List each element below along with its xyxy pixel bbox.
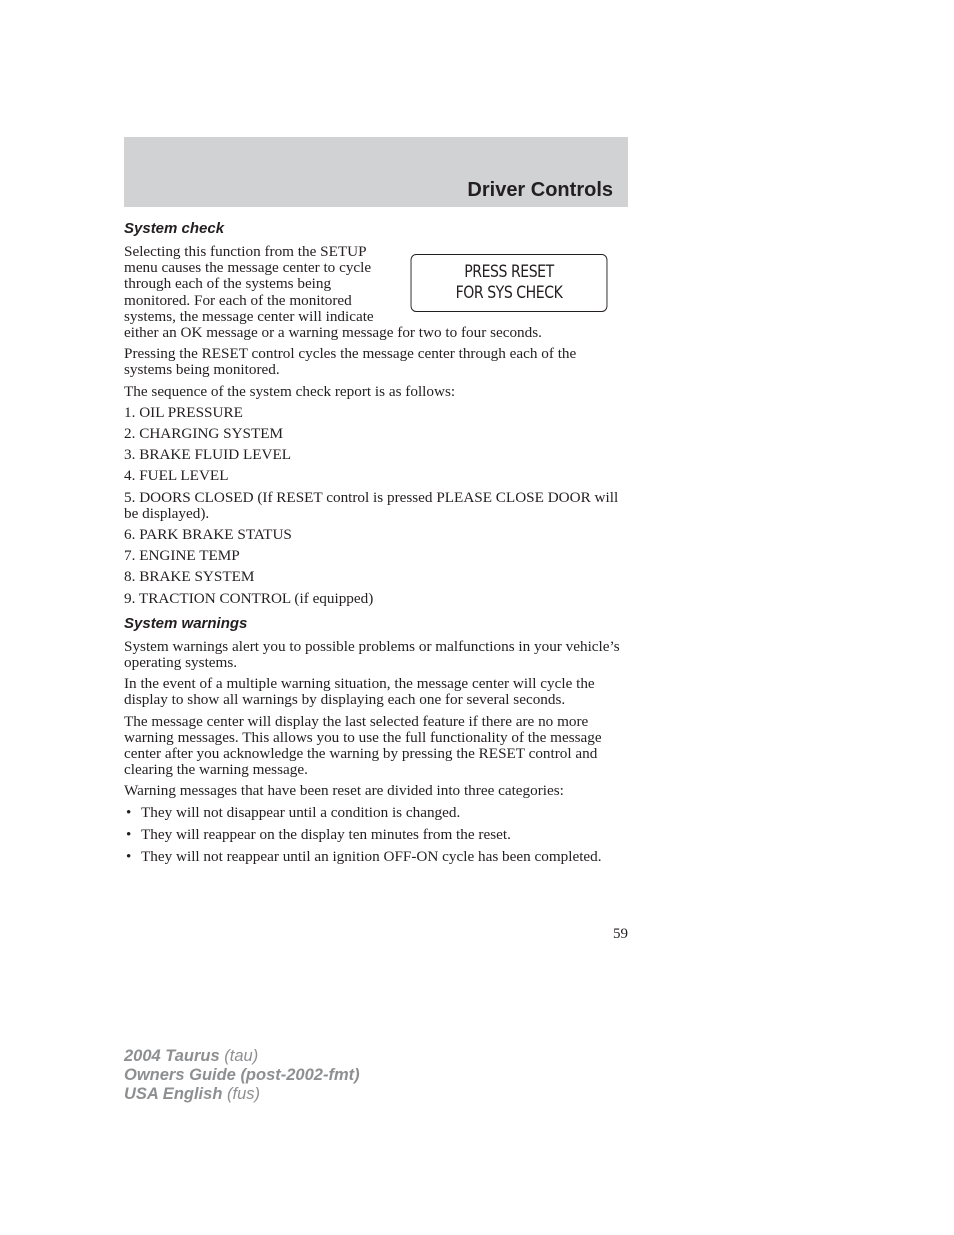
list-item: 9. TRACTION CONTROL (if equipped) <box>124 589 374 607</box>
system-check-paragraph-1: Selecting this function from the SETUP menu causes the message center to cycle through each of the systems being monitored. For each of the monitored systems, the message center will indicate either an OK message or a warning message for two to four seconds. <box>124 243 542 342</box>
system-warnings-paragraph-4: Warning messages that have been reset are divided into three categories: <box>124 782 564 800</box>
section-title: Driver Controls <box>467 179 613 201</box>
bullet-text: They will not disappear until a condition is changed. <box>141 803 461 821</box>
bullet-icon: • <box>126 825 132 843</box>
bullet-text: They will not reappear until an ignition OFF-ON cycle has been completed. <box>141 848 602 866</box>
system-warnings-heading: System warnings <box>124 614 248 632</box>
system-check-paragraph-3: The sequence of the system check report is as follows: <box>124 382 456 400</box>
list-item: 2. CHARGING SYSTEM <box>124 425 284 443</box>
footer-language-code: (fus) <box>227 1085 260 1103</box>
list-item <box>124 849 628 865</box>
bullet-icon: • <box>126 803 132 821</box>
system-warnings-paragraph-2: In the event of a multiple warning situation, the message center will cycle the display to show all warnings by displaying each one for several seconds. <box>124 675 595 709</box>
footer-model: 2004 Taurus <box>124 1047 220 1065</box>
list-item <box>124 805 628 821</box>
footer-line-2 <box>124 1066 360 1085</box>
list-item: 8. BRAKE SYSTEM <box>124 568 255 586</box>
list-item: 1. OIL PRESSURE <box>124 403 243 421</box>
list-item: 6. PARK BRAKE STATUS <box>124 526 292 544</box>
list-item: 4. FUEL LEVEL <box>124 467 229 485</box>
bullet-text: They will reappear on the display ten minutes from the reset. <box>141 825 511 843</box>
message-center-display <box>411 254 608 312</box>
page-number: 59 <box>613 926 628 942</box>
bullet-icon: • <box>126 848 132 866</box>
system-warnings-paragraph-1: System warnings alert you to possible problems or malfunctions in your vehicle’s operating systems. <box>124 637 620 672</box>
footer-line-1 <box>124 1047 360 1066</box>
warning-categories-list <box>124 805 628 866</box>
page-content <box>124 220 628 871</box>
footer-language: USA English <box>124 1085 223 1103</box>
system-check-heading: System check <box>124 220 225 237</box>
display-line-1: PRESS RESET <box>464 262 554 282</box>
list-item: 7. ENGINE TEMP <box>124 547 240 565</box>
footer-model-code: (tau) <box>224 1047 259 1065</box>
display-line-2: FOR SYS CHECK <box>455 283 563 303</box>
list-item: 5. DOORS CLOSED (If RESET control is pressed PLEASE CLOSE DOOR will be displayed). <box>124 488 619 522</box>
document-footer <box>124 1047 360 1104</box>
system-check-paragraph-2: Pressing the RESET control cycles the message center through each of the systems being monitored. <box>124 345 577 379</box>
list-item: 3. BRAKE FLUID LEVEL <box>124 446 292 464</box>
system-warnings-paragraph-3: The message center will display the last selected feature if there are no more warning messages. This allows you to use the full functionality of the message center after you acknowledge the warning by pressing the RESET control and clearing the warning message. <box>124 712 602 779</box>
section-header-band <box>124 137 628 207</box>
footer-line-3 <box>124 1085 360 1104</box>
footer-guide: Owners Guide (post-2002-fmt) <box>124 1066 360 1084</box>
list-item <box>124 827 628 843</box>
